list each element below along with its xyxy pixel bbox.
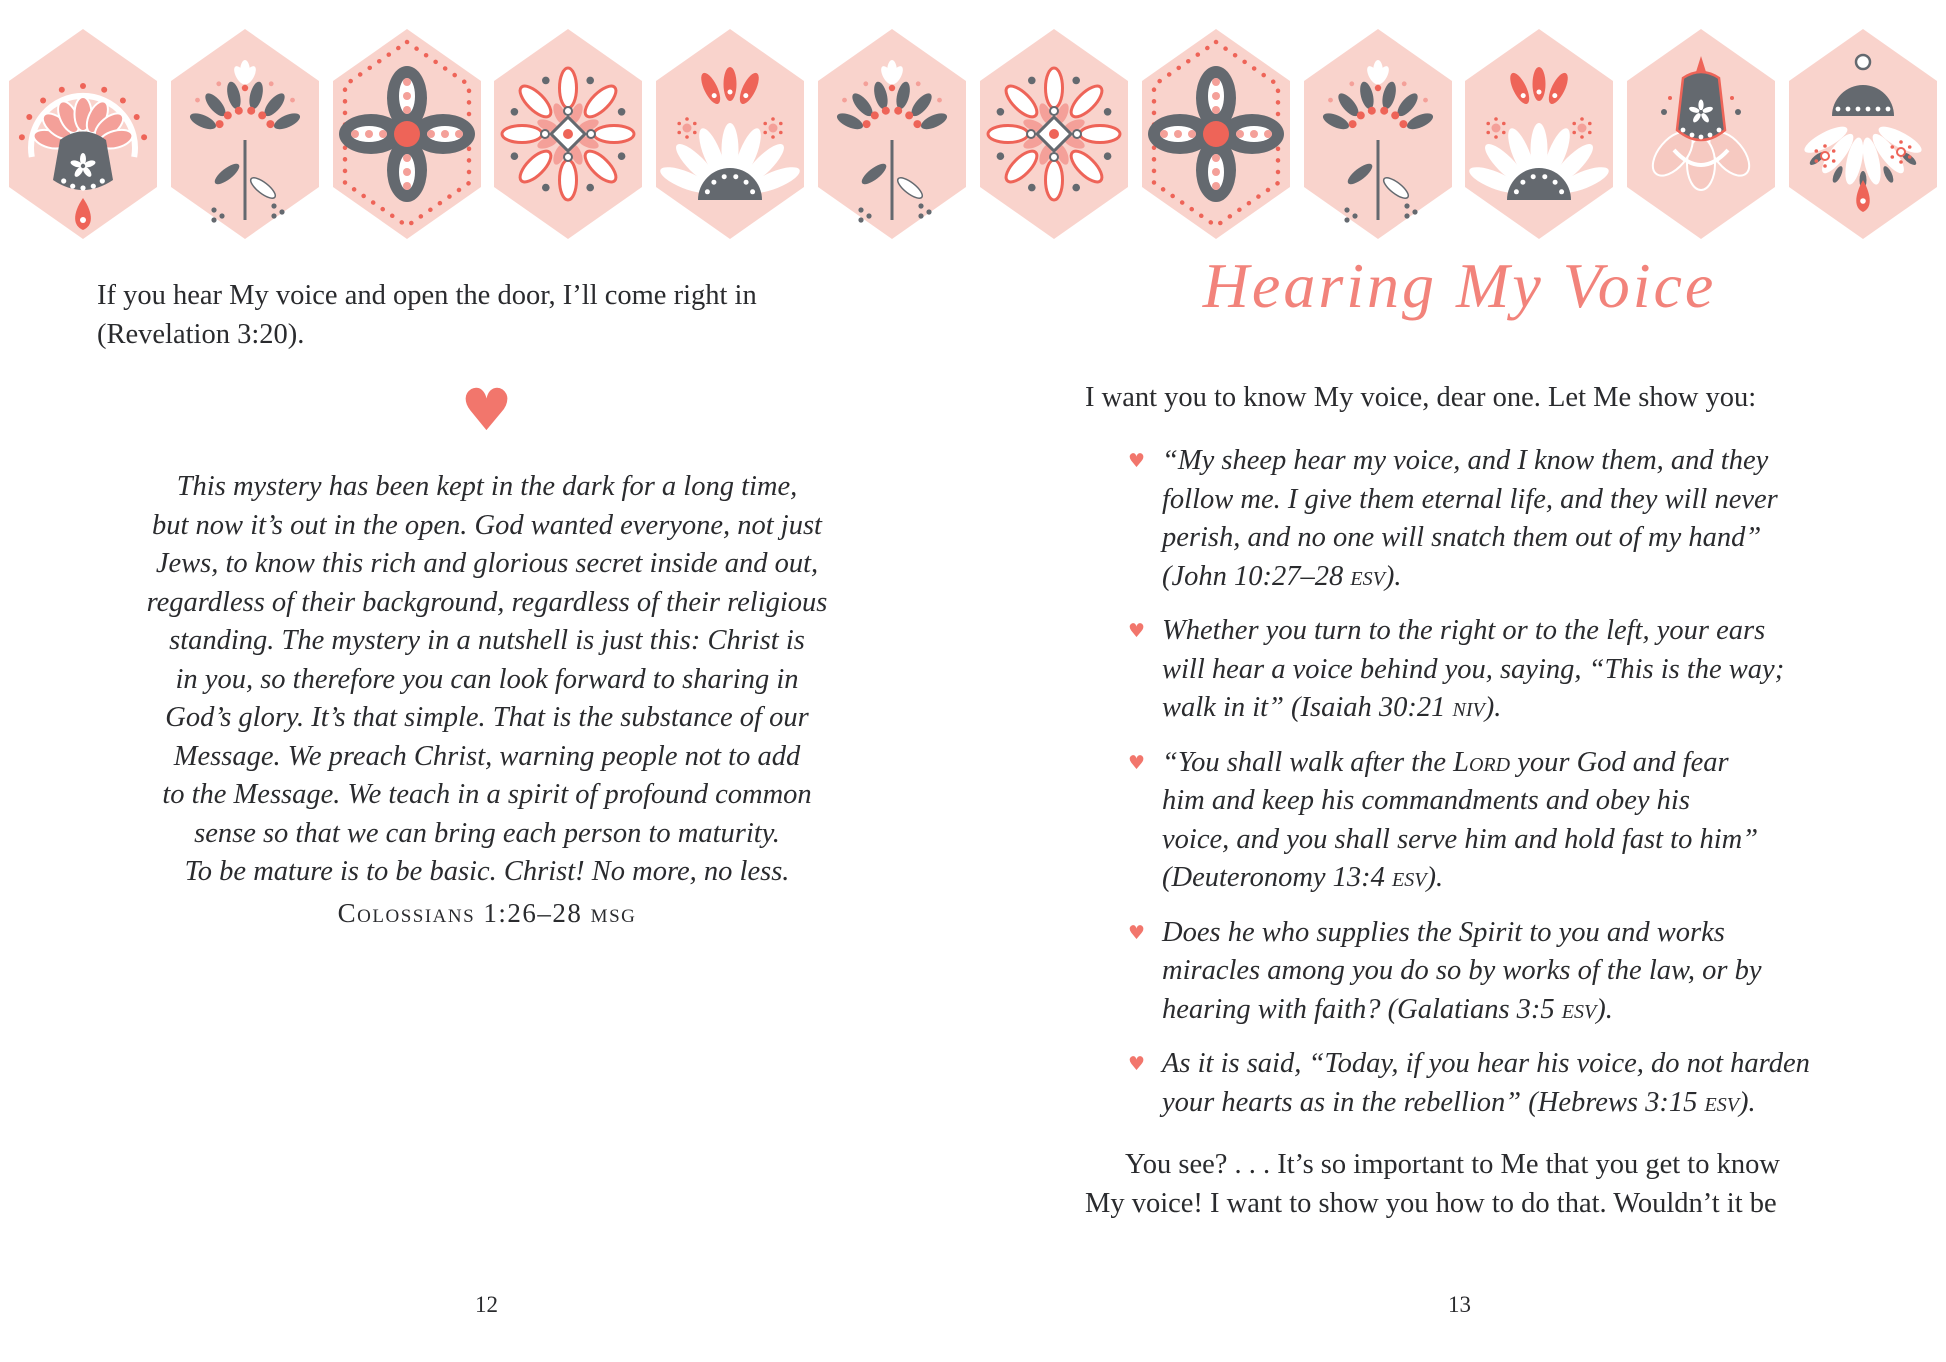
bullet-line: Does he who supplies the Spirit to you and works [1162,916,1725,948]
scripture-list [1128,442,1868,1138]
opening-line: (Revelation 3:20). [97,319,305,350]
list-item [1128,744,1868,898]
bullet-text [1162,442,1778,596]
heart-bullet-icon: ♥ [1128,751,1146,774]
heart-bullet-icon: ♥ [1128,921,1146,944]
bullet-line: Whether you turn to the right or to the left, your ears [1162,615,1766,646]
heart-bullet-icon: ♥ [1128,1053,1146,1075]
quote-citation: Colossians 1:26–28 msg [337,897,637,928]
band-tile-floral-sprig [1303,28,1453,240]
list-item [1128,914,1868,1030]
heart-divider-icon: ♥ [460,376,513,444]
scripture-quote-lines [87,468,887,892]
band-tile-floral-sprig [817,28,967,240]
decorative-band [8,28,1938,240]
band-tile-bell-flower [1626,28,1776,240]
list-item [1128,612,1868,728]
bullet-line: walk in it” (Isaiah 30:21 niv). [1162,692,1502,723]
bullet-line: As it is said, “Today, if you hear his voice, do not harden [1162,1048,1810,1079]
page-number-left: 12 [475,1292,498,1317]
bullet-text [1162,612,1784,728]
scripture-quote [87,468,887,932]
bullet-line: (Deuteronomy 13:4 esv). [1162,862,1444,893]
quote-line: regardless of their background, regardless of their religious [146,586,828,618]
band-tile-four-petal-bloom [1141,28,1291,240]
bullet-text [1162,914,1762,1030]
closing-paragraph [1085,1146,1895,1223]
bullet-line: (John 10:27–28 esv). [1162,560,1402,592]
band-tile-fan-flower [8,28,158,240]
list-item [1128,1045,1868,1122]
bullet-line: “My sheep hear my voice, and I know them, and they [1162,445,1769,476]
quote-line: standing. The mystery in a nutshell is just this: Christ is [169,625,805,656]
heart-bullet-icon: ♥ [1128,620,1146,642]
bullet-line: follow me. I give them eternal life, and they will never [1162,483,1778,515]
band-tile-floral-sprig [170,28,320,240]
band-tile-daisy-fan [1788,28,1938,240]
quote-line: To be mature is to be basic. Christ! No more, no less. [184,856,790,887]
bullet-text [1162,1045,1810,1122]
quote-line: but now it’s out in the open. God wanted everyone, not just [152,509,822,541]
list-item [1128,442,1868,596]
page-number-right: 13 [1448,1292,1471,1317]
opening-line: If you hear My voice and open the door, I’ll come right in [97,280,757,311]
bullet-line: him and keep his commandments and obey his [1162,785,1690,816]
opening-paragraph [97,276,897,354]
band-tile-petal-mandala [979,28,1129,240]
closing-line: You see? . . . It’s so important to Me that you get to know [1125,1149,1780,1180]
page-title: Hearing My Voice [1202,250,1717,321]
quote-line: to the Message. We teach in a spirit of profound common [162,779,812,810]
quote-line: God’s glory. It’s that simple. That is the substance of our [165,702,809,733]
bullet-line: voice, and you shall serve him and hold fast to him” [1162,823,1759,855]
quote-line: Jews, to know this rich and glorious secret inside and out, [155,548,819,579]
quote-line: in you, so therefore you can look forward to sharing in [175,663,799,695]
bullet-text [1162,744,1758,898]
band-tile-four-petal-bloom [332,28,482,240]
bullet-line: miracles among you do so by works of the law, or by [1162,955,1762,986]
bullet-line: perish, and no one will snatch them out of my hand” [1162,522,1762,553]
band-tile-plume-fan [1464,28,1614,240]
band-tile-petal-mandala [493,28,643,240]
heart-bullet-icon: ♥ [1128,450,1146,472]
quote-line: This mystery has been kept in the dark for a long time, [176,471,798,502]
band-tile-plume-fan [655,28,805,240]
quote-line: sense so that we can bring each person to maturity. [194,817,780,849]
bullet-line: your hearts as in the rebellion” (Hebrews 3:15 esv). [1162,1086,1756,1118]
bullet-line: hearing with faith? (Galatians 3:5 esv). [1162,993,1613,1025]
bullet-line: will hear a voice behind you, saying, “This is the way; [1162,653,1785,685]
quote-line: Message. We preach Christ, warning people not to add [173,740,801,772]
bullet-line: “You shall walk after the Lord your God and fear [1162,746,1729,778]
closing-line: My voice! I want to show you how to do that. Wouldn’t it be [1085,1187,1777,1219]
intro-paragraph: I want you to know My voice, dear one. Let Me show you: [1085,382,1757,413]
